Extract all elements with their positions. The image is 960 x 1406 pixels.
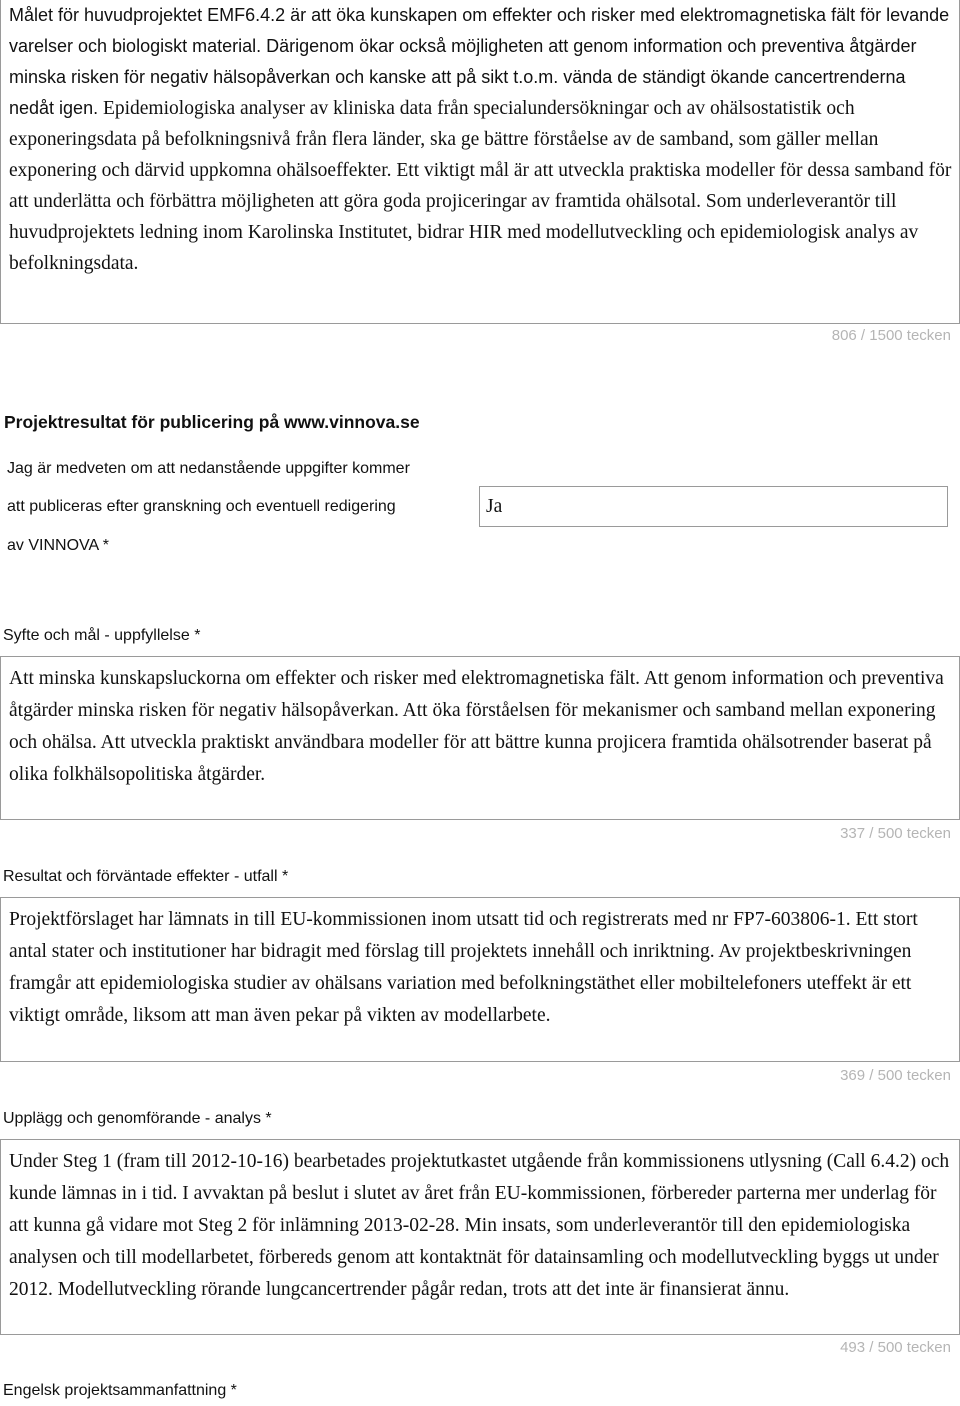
results-label: Resultat och förväntade effekter - utfall * [3,868,289,885]
implementation-label: Upplägg och genomförande - analys * [3,1110,272,1127]
char-counter-intro: 806 / 1500 tecken [831,327,951,344]
purpose-label: Syfte och mål - uppfyllelse * [3,627,201,644]
consent-field[interactable] [479,486,948,527]
consent-value: Ja [486,496,503,517]
consent-label-line2: att publiceras efter granskning och eventuell redigering [7,498,396,515]
char-counter-results: 369 / 500 tecken [840,1067,951,1084]
results-textbox[interactable] [0,897,960,1062]
implementation-text: Under Steg 1 (fram till 2012-10-16) bearbetades projektutkastet utgående från kommissionens utlysning (Call 6.4.2) och kunde lämnas in i tid. I avvaktan på beslut i slutet av året från EU-kommissionen, förbereder parterna mer underlag för att kunna gå vidare mot Steg 2 för inlämning 2013-02-28. Min insats, som underleverantör till den epidemiologiska analysen och till modellarbetet, förbereds genom att kontaktnät för datainsamling och modellutveckling byggs ut under 2012. Modellutveckling rörande lungcancertrender pågår redan, trots att det inte är finansierat ännu. [9,1151,950,1300]
results-text: Projektförslaget har lämnats in till EU-kommissionen inom utsatt tid och registrerats med nr FP7-603806-1. Ett stort antal stater och institutioner har bidragit med förslag till projektets innehåll och inriktning. Av projektbeskrivningen framgår att epidemiologiska studier av ohälsans variation med befolkningstäthet eller mobiltelefoners uteffekt är ett viktigt område, liksom att man även pekar på vikten av modellarbete. [9,909,918,1026]
publication-heading: Projektresultat för publicering på www.vinnova.se [4,412,420,432]
english-summary-label: Engelsk projektsammanfattning * [3,1382,237,1399]
char-counter-purpose: 337 / 500 tecken [840,825,951,842]
project-goal-textbox[interactable] [0,0,960,324]
implementation-textbox[interactable] [0,1139,960,1335]
consent-label-line3: av VINNOVA * [7,537,109,554]
project-goal-text-part1: Målet för huvudprojektet EMF6.4.2 är att öka kunskapen om effekter och risker med elektromagnetiska fält för levande varelser och biologiskt material. Därigenom ökar också möjligheten att genom information och preventiva åtgärder minska risken för negativ hälsopåverkan och kanske att på sikt t.o.m. vända de ständigt ökande cancertrenderna nedåt igen. [9,5,950,118]
purpose-textbox[interactable] [0,656,960,820]
project-goal-text [9,0,953,279]
consent-label-line1: Jag är medveten om att nedanstående uppgifter kommer [7,460,410,477]
purpose-text: Att minska kunskapsluckorna om effekter och risker med elektromagnetiska fält. Att genom information och preventiva åtgärder minska risken för negativ hälsopåverkan. Att öka förståelsen för mekanismer och samband mellan exponering och ohälsa. Att utveckla praktiskt användbara modeller för att bättre kunna projicera framtida ohälsotrender baserat på olika folkhälsopolitiska åtgärder. [9,668,944,785]
project-goal-text-part2: Epidemiologiska analyser av kliniska data från specialundersökningar och av ohälsostatistik och exponeringsdata på befolkningsnivå från flera länder, ska ge bättre förståelse av de samband, som gäller mellan exponering och därvid uppkomna ohälsoeffekter. Ett viktigt mål är att utveckla praktiska modeller för dessa samband för att underlätta och förbättra möjligheten att göra goda projiceringar av framtida ohälsotal. Som underleverantör till huvudprojektets ledning inom Karolinska Institutet, bidrar HIR med modellutveckling och epidemiologisk analys av befolkningsdata. [9,98,952,274]
char-counter-implementation: 493 / 500 tecken [840,1339,951,1356]
